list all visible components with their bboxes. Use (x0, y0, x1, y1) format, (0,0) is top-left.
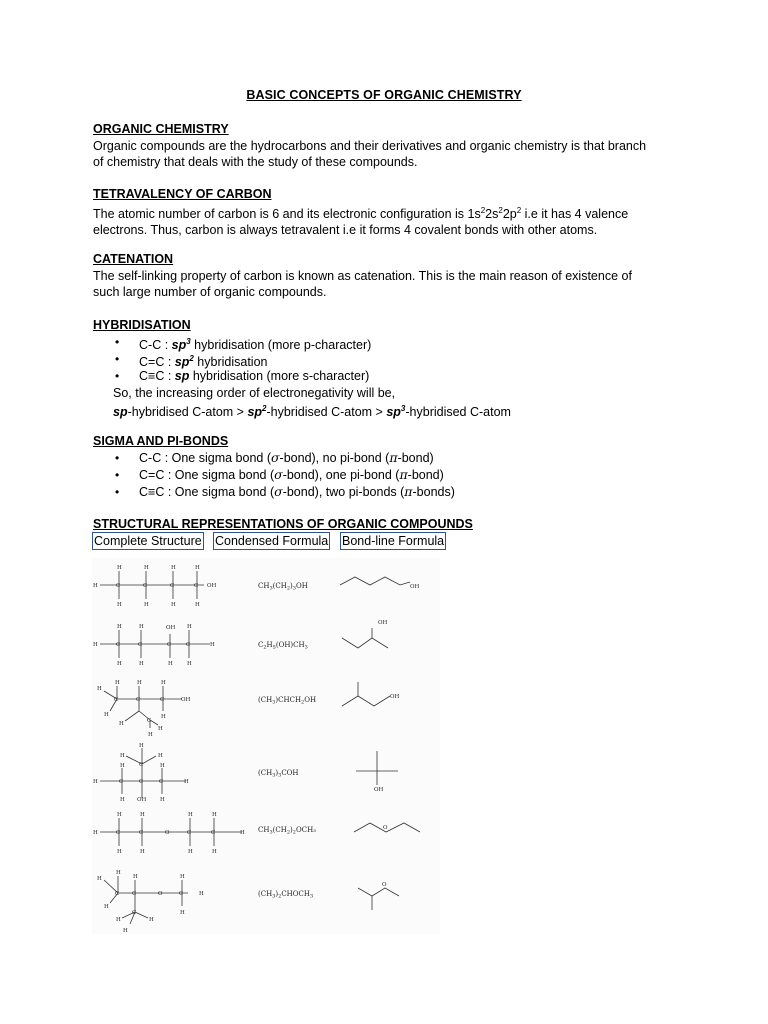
section-organic-chemistry (93, 121, 693, 171)
atom-label: H (93, 642, 98, 648)
sigma-symbol: σ (274, 483, 283, 499)
section-heading: STRUCTURAL REPRESENTATIONS OF ORGANIC COMPOUNDS (93, 517, 473, 531)
bond-label: C=C : (139, 354, 175, 369)
atom-label: H (93, 583, 98, 589)
atom-label: O (383, 825, 388, 831)
condensed-formula-1: $CH_3(CH_2)_3OH$ (258, 582, 308, 592)
atom-label: OH (390, 694, 400, 700)
atom-label: C (116, 642, 121, 648)
atom-label: H (104, 904, 109, 910)
bond-line-1 (340, 577, 410, 585)
atom-label: H (160, 763, 165, 769)
atom-label: H (140, 812, 145, 818)
atom-label: H (212, 849, 217, 855)
text-run: The atomic number of carbon is 6 and its electronic configuration is 1s (93, 206, 481, 221)
atom-label: C (116, 583, 121, 589)
atom-label: C (138, 642, 143, 648)
section-structural-representations (93, 516, 693, 533)
structures-figure (92, 558, 440, 934)
atom-label: H (199, 891, 204, 897)
complete-structure-4 (100, 748, 186, 798)
bond-line-4 (356, 751, 398, 785)
list-item (93, 368, 693, 385)
sigma-symbol: σ (271, 449, 280, 465)
section-heading: ORGANIC CHEMISTRY (93, 122, 229, 136)
text-run: -hybridised C-atom > (266, 405, 387, 420)
atom-label: H (171, 602, 176, 608)
atom-label: H (115, 680, 120, 686)
bond-label: C≡C : (139, 368, 175, 383)
atom-label: H (119, 721, 124, 727)
atom-label: H (120, 797, 125, 803)
condensed-formula-4: $(CH_3)_3COH$ (258, 769, 299, 779)
atom-label: H (212, 812, 217, 818)
text-run: hybridisation (193, 354, 268, 369)
atom-label: OH (378, 620, 388, 626)
atom-label: C (143, 583, 148, 589)
atom-label: H (120, 763, 125, 769)
sigma-symbol: σ (274, 466, 283, 482)
superscript: 2 (480, 205, 486, 215)
list-item (93, 467, 693, 484)
atom-label: H (93, 779, 98, 785)
atom-label: H (139, 624, 144, 630)
atom-label: C (187, 830, 192, 836)
bullet-list (93, 334, 693, 385)
condensed-formula-2: $C_2H_5(OH)CH_3$ (258, 641, 308, 651)
atom-label: H (180, 910, 185, 916)
hybrid-type: sp (171, 337, 187, 352)
atom-label: H (117, 624, 122, 630)
text-run: -hybridised C-atom > (127, 405, 248, 420)
atom-label: C (194, 583, 199, 589)
text-run: -bonds) (412, 484, 455, 499)
list-item (93, 484, 693, 501)
hybrid-type: sp (247, 405, 263, 420)
atom-label: C (119, 779, 124, 785)
atom-label: H (187, 624, 192, 630)
paragraph-line: So, the increasing order of electronegativity will be, (113, 385, 396, 400)
atom-label: H (139, 743, 144, 749)
atom-label: C (170, 583, 175, 589)
atom-label: C (211, 830, 216, 836)
atom-label: C (159, 779, 164, 785)
atom-label: OH (410, 584, 420, 590)
label-condensed-formula: Condensed Formula (215, 534, 329, 548)
atom-label: C (186, 642, 191, 648)
paragraph-line: such large number of organic compounds. (93, 285, 327, 299)
condensed-formula-5: $CH_3(CH_2)_2OCH_3$ (258, 826, 316, 836)
list-item (93, 334, 693, 351)
text-run: 2s (485, 206, 499, 221)
atom-label: O (382, 882, 387, 888)
atom-label: OH (207, 583, 217, 589)
superscript: 2 (262, 404, 267, 413)
pi-symbol: π (399, 466, 408, 482)
atom-label: H (188, 812, 193, 818)
atom-label: H (117, 661, 122, 667)
condensed-formulas (258, 582, 316, 900)
atom-label: C (136, 697, 141, 703)
atom-label: H (117, 602, 122, 608)
text-run: 2p (502, 206, 517, 221)
atom-label: H (180, 874, 185, 880)
text-run: i.e it has 4 valence (521, 206, 629, 221)
atom-label: H (188, 849, 193, 855)
atom-label: C (160, 697, 165, 703)
section-tetravalency (93, 186, 693, 239)
superscript: 2 (516, 205, 522, 215)
section-heading: SIGMA AND PI-BONDS (93, 434, 229, 448)
section-hybridisation (93, 317, 693, 421)
atom-label: H (116, 870, 121, 876)
label-complete-structure: Complete Structure (94, 534, 202, 548)
atom-label: H (123, 928, 128, 934)
atom-label: C (179, 891, 184, 897)
atom-label: H (137, 680, 142, 686)
bond-label: C=C : One sigma bond ( (139, 467, 275, 482)
list-item (93, 351, 693, 368)
bond-line-6 (358, 888, 399, 896)
text-run: -bond), two pi-bonds ( (282, 484, 405, 499)
atom-label: H (117, 812, 122, 818)
complete-structure-3 (104, 686, 182, 728)
atom-label: C (116, 830, 121, 836)
superscript: 3 (186, 336, 191, 346)
atom-label: C (132, 910, 137, 916)
atom-label: OH (181, 697, 191, 703)
atom-label: H (195, 602, 200, 608)
atom-label: OH (137, 797, 147, 803)
structures-figure-svg (92, 558, 440, 934)
paragraph-line: of chemistry that deals with the study of these compounds. (93, 155, 418, 169)
section-sigma-pi (93, 433, 693, 501)
hybrid-type: sp (386, 405, 401, 420)
atom-label: H (168, 661, 173, 667)
atom-label: H (161, 714, 166, 720)
atom-label: H (117, 565, 122, 571)
hybrid-type: sp (174, 354, 190, 369)
section-heading: HYBRIDISATION (93, 318, 191, 332)
atom-label: C (114, 697, 119, 703)
atom-label: OH (166, 625, 176, 631)
atom-label: H (120, 753, 125, 759)
text-run: -bond) (407, 467, 444, 482)
atom-label: H (116, 917, 121, 923)
atom-label: H (140, 849, 145, 855)
text-run: -bond), no pi-bond ( (279, 450, 390, 465)
pi-symbol: π (404, 483, 413, 499)
atom-label: H (160, 797, 165, 803)
text-run: -bond) (397, 450, 434, 465)
atom-label: H (144, 565, 149, 571)
atom-label: H (171, 565, 176, 571)
condensed-formula-6: $(CH_3)_2CHOCH_3$ (258, 890, 314, 900)
bond-line-3 (342, 696, 390, 706)
paragraph-line (93, 203, 693, 223)
atom-label: H (158, 753, 163, 759)
atom-label: H (184, 779, 189, 785)
atom-label: C (147, 718, 152, 724)
electronegativity-order (93, 401, 693, 421)
bullet-list (93, 450, 693, 501)
bond-label: C-C : (139, 337, 172, 352)
atom-label: C (139, 779, 144, 785)
atom-label: O (165, 830, 170, 836)
atom-label: OH (374, 787, 384, 793)
label-bond-line-formula: Bond-line Formula (342, 534, 445, 548)
atom-label: O (158, 891, 163, 897)
superscript: 2 (189, 353, 194, 363)
atom-label: H (97, 876, 102, 882)
atom-label: H (210, 642, 215, 648)
complete-structure-5 (100, 818, 242, 846)
atom-label: H (161, 680, 166, 686)
text-run: hybridisation (more s-character) (189, 368, 370, 383)
list-item (93, 450, 693, 467)
atom-label: C (167, 642, 172, 648)
pi-symbol: π (389, 449, 398, 465)
atom-label: H (158, 726, 163, 732)
section-heading: TETRAVALENCY OF CARBON (93, 187, 272, 201)
section-catenation (93, 251, 693, 301)
bond-label: C≡C : One sigma bond ( (139, 484, 275, 499)
atom-label: H (133, 874, 138, 880)
page-title: BASIC CONCEPTS OF ORGANIC CHEMISTRY (246, 88, 522, 102)
atom-label: H (97, 686, 102, 692)
atom-label: H (104, 712, 109, 718)
atom-label: H (240, 830, 245, 836)
atom-label: H (93, 830, 98, 836)
atom-label: H (149, 917, 154, 923)
hybrid-type: sp (174, 368, 190, 383)
text-run: -bond), one pi-bond ( (282, 467, 400, 482)
paragraph-line: electrons. Thus, carbon is always tetravalent i.e it forms 4 covalent bonds with other atoms. (93, 223, 598, 238)
section-heading: CATENATION (93, 252, 174, 266)
bond-label: C-C : One sigma bond ( (139, 450, 271, 465)
atom-label: H (187, 661, 192, 667)
atom-label: H (148, 732, 153, 738)
hybrid-type: sp (113, 405, 128, 420)
paragraph-line: Organic compounds are the hydrocarbons and their derivatives and organic chemistry is that branch (93, 138, 647, 153)
atom-label: H (139, 661, 144, 667)
atom-label: C (115, 891, 120, 897)
atom-label: H (195, 565, 200, 571)
atom-label: C (132, 891, 137, 897)
text-run: hybridisation (more p-character) (190, 337, 372, 352)
condensed-formula-3: $(CH_3)CHCH_2OH$ (258, 696, 317, 706)
superscript: 2 (498, 205, 503, 215)
atom-label: C (139, 762, 144, 768)
text-run: -hybridised C-atom (405, 405, 511, 420)
bond-line-2 (342, 638, 388, 648)
atom-label: C (139, 830, 144, 836)
superscript: 3 (400, 404, 406, 413)
paragraph-line: The self-linking property of carbon is known as catenation. This is the main reason of existence of (93, 268, 632, 283)
atom-label: H (144, 602, 149, 608)
atom-label: H (117, 849, 122, 855)
